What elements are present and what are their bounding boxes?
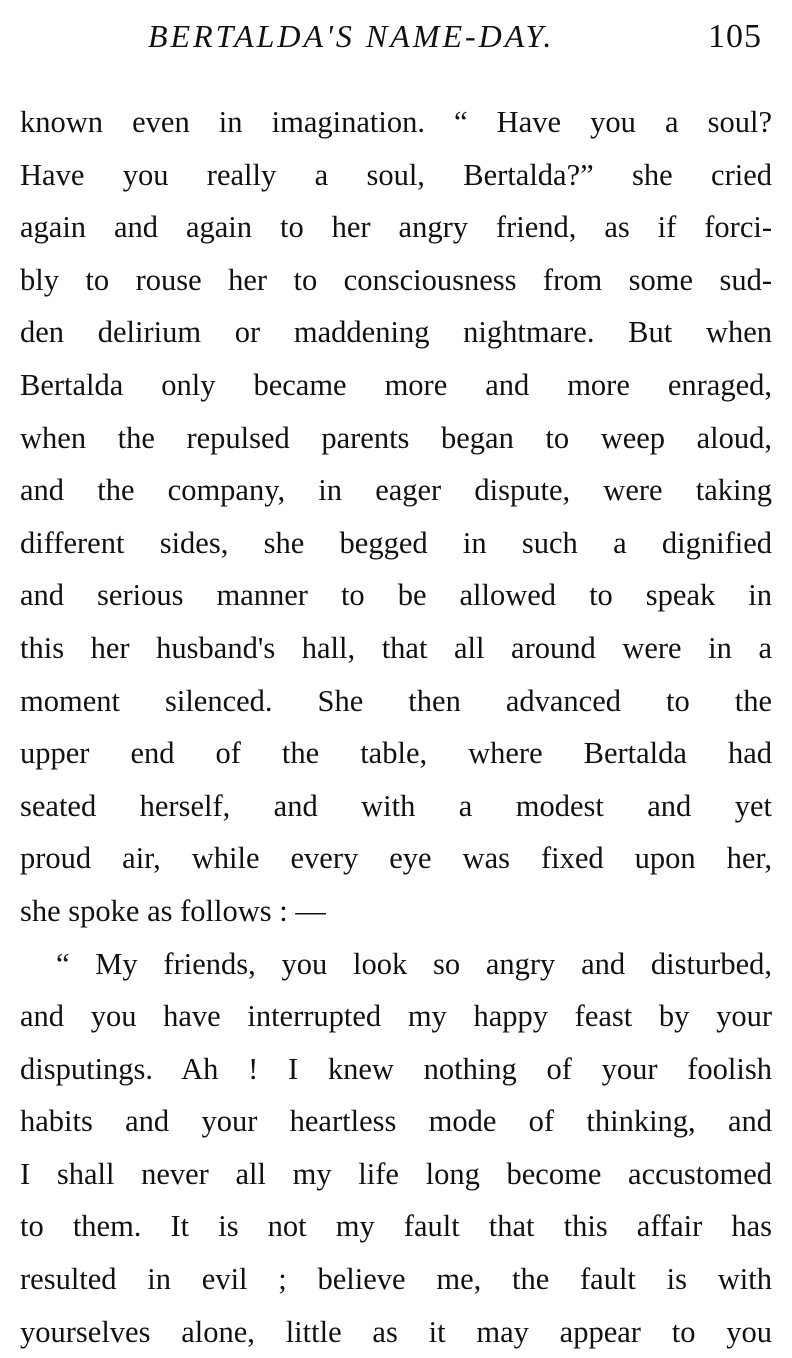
body-text <box>20 96 772 1358</box>
page-number: 105 <box>708 18 762 55</box>
text-line: proud air, while every eye was fixed upon her, <box>20 841 772 876</box>
paragraph-end-line: she spoke as follows : — <box>20 893 326 928</box>
text-line: this her husband's hall, that all around were in a <box>20 630 772 665</box>
text-line: and serious manner to be allowed to speak in <box>20 578 772 613</box>
text-line: resulted in evil ; believe me, the fault is with <box>20 1262 772 1297</box>
text-line: den delirium or maddening nightmare. But when <box>20 315 772 350</box>
text-line: moment silenced. She then advanced to the <box>20 683 772 718</box>
text-line: known even in imagination. “ Have you a soul? <box>20 105 772 139</box>
text-line: Have you really a soul, Bertalda?” she cried <box>20 157 772 192</box>
paragraph-start-line: “ My friends, you look so angry and disturbed, <box>56 946 772 981</box>
text-line: I shall never all my life long become accustomed <box>20 1156 772 1191</box>
running-head <box>0 14 792 62</box>
text-line: yourselves alone, little as it may appear to you <box>20 1314 772 1349</box>
text-line: habits and your heartless mode of thinking, and <box>20 1104 772 1139</box>
text-line: and you have interrupted my happy feast by your <box>20 999 772 1034</box>
text-line: upper end of the table, where Bertalda had <box>20 736 772 771</box>
text-line: Bertalda only became more and more enraged, <box>20 367 772 402</box>
text-line: disputings. Ah ! I knew nothing of your foolish <box>20 1051 772 1086</box>
text-line: bly to rouse her to consciousness from some sud- <box>20 262 772 297</box>
text-line: to them. It is not my fault that this affair has <box>20 1209 772 1244</box>
text-line: when the repulsed parents began to weep aloud, <box>20 420 772 455</box>
text-line: again and again to her angry friend, as if forci- <box>20 210 772 245</box>
text-line: seated herself, and with a modest and yet <box>20 788 772 823</box>
text-line: and the company, in eager dispute, were taking <box>20 473 772 508</box>
text-line: different sides, she begged in such a dignified <box>20 525 772 560</box>
running-title: BERTALDA'S NAME-DAY. <box>148 18 555 54</box>
